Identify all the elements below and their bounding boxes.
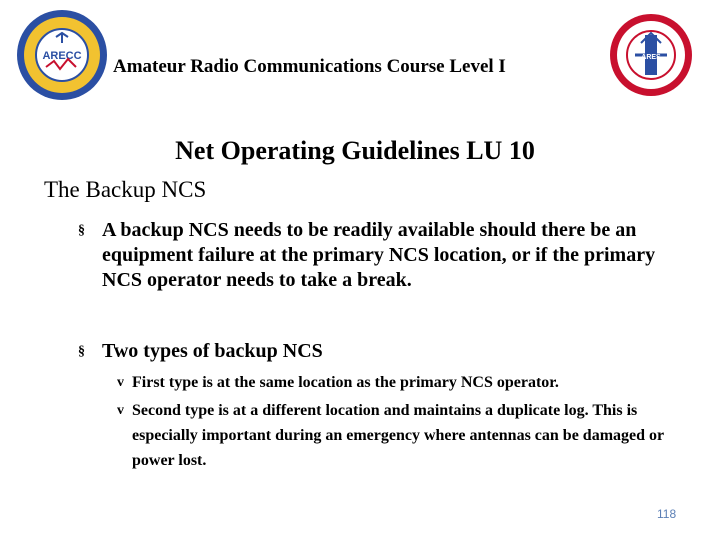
diamond-bullet-icon: v (117, 403, 124, 418)
arecc-logo (16, 9, 108, 101)
page-number: 118 (657, 507, 677, 521)
square-bullet-icon: § (78, 344, 85, 359)
sub-bullet-text: First type is at the same location as the primary NCS operator. (132, 374, 559, 391)
course-title: Amateur Radio Communications Course Level I (113, 56, 506, 77)
ares-logo (609, 13, 693, 97)
svg-text:ARES: ARES (641, 54, 661, 61)
diamond-bullet-icon: v (117, 375, 124, 390)
svg-text:ARECC: ARECC (42, 50, 82, 62)
square-bullet-icon: § (78, 223, 85, 238)
sub-bullet-item (117, 398, 687, 473)
sub-bullet-text: Second type is at a different location and maintains a duplicate log. This is especially important during an emergency where antennas can be damaged or power lost. (132, 402, 664, 469)
bullet-text: A backup NCS needs to be readily available should there be an equipment failure at the primary NCS location, or if the primary NCS operator needs to take a break. (102, 219, 656, 291)
slide-title: Net Operating Guidelines LU 10 (175, 136, 535, 165)
section-heading: The Backup NCS (44, 177, 207, 202)
sub-bullet-item (117, 370, 687, 395)
bullet-item (78, 339, 688, 364)
bullet-item (78, 218, 688, 293)
bullet-text: Two types of backup NCS (102, 340, 323, 362)
